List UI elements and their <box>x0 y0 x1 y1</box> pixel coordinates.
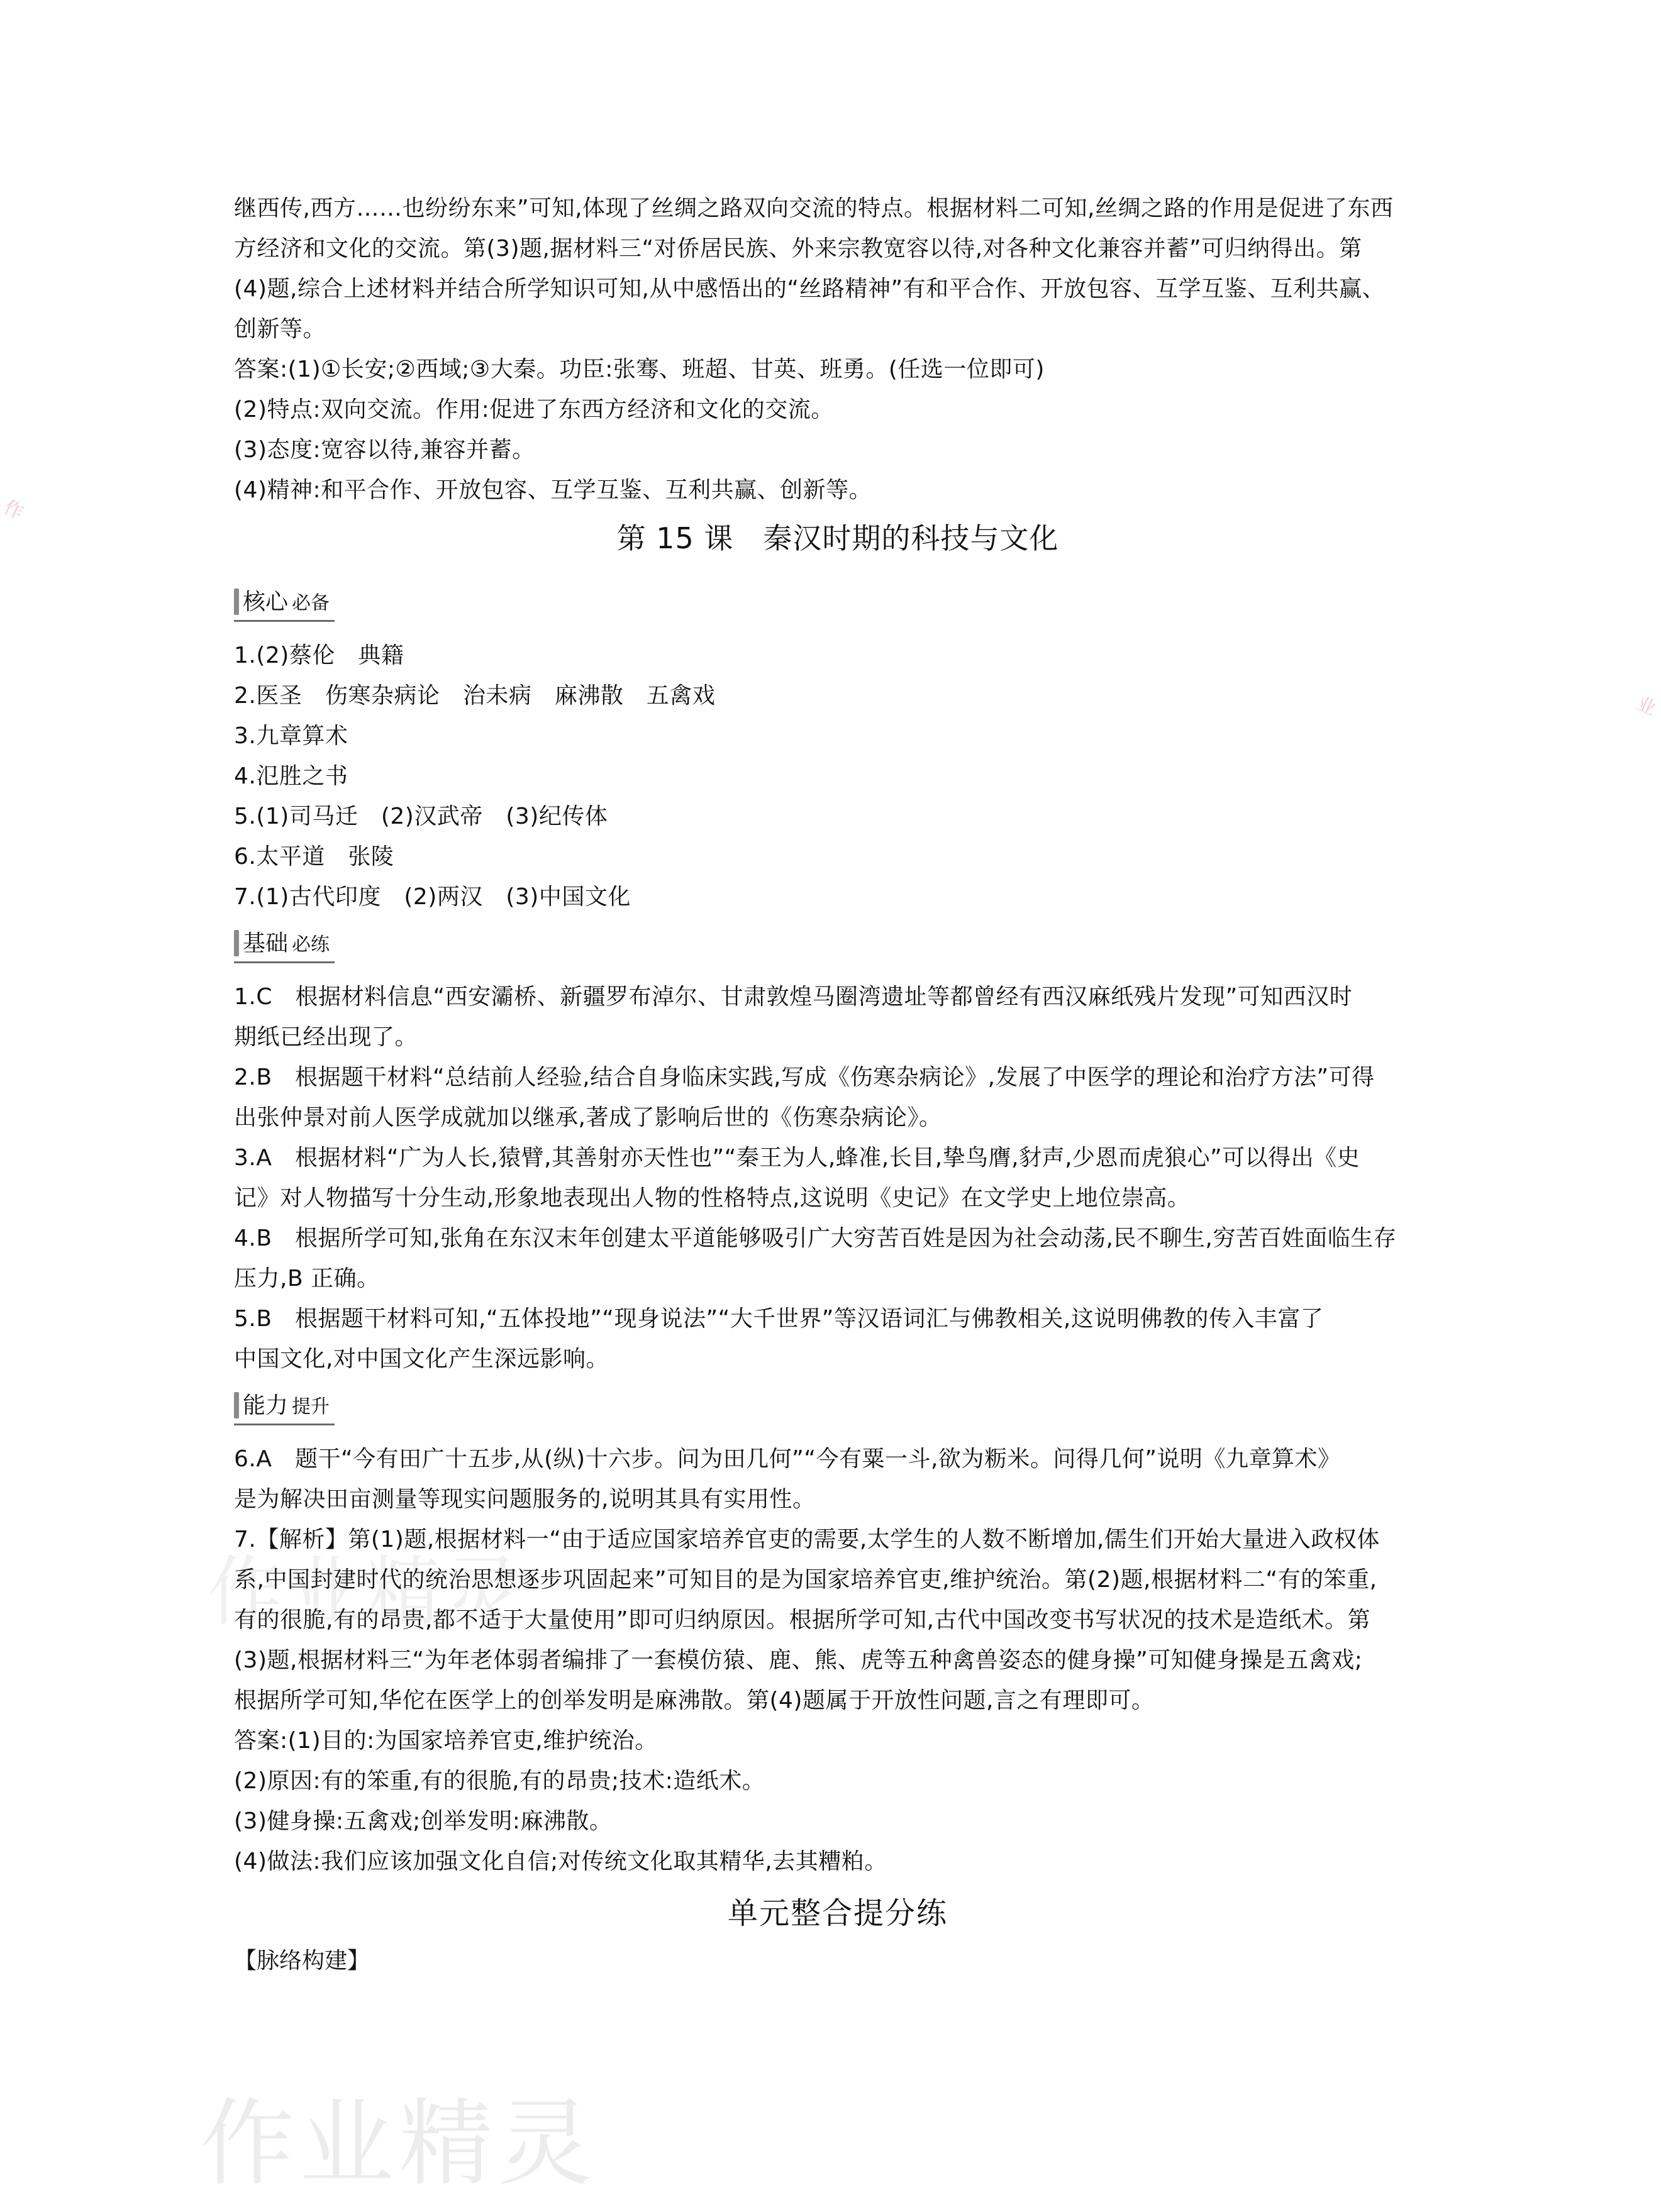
answer-line: 6.太平道 张陵 <box>234 844 394 870</box>
answer-line: 6.A 题干“今有田广十五步,从(纵)十六步。问为田几何”“今有粟一斗,欲为粝米。问得几何”说明《九章算术》 <box>234 1446 1341 1472</box>
answer-line: 是为解决田亩测量等现实问题服务的,说明其具有实用性。 <box>234 1486 816 1512</box>
answer-line: 期纸已经出现了。 <box>234 1024 418 1050</box>
unit-title: 单元整合提分练 <box>727 1896 948 1931</box>
answer-line: 出张仲景对前人医学成就加以继承,著成了影响后世的《伤寒杂病论》。 <box>234 1105 942 1131</box>
answer-line: (4)做法:我们应该加强文化自信;对传统文化取其精华,去其糟粕。 <box>234 1849 887 1874</box>
answer-line: 根据所学可知,华佗在医学上的创举发明是麻沸散。第(4)题属于开放性问题,言之有理即可。 <box>234 1688 1155 1713</box>
answer-line: (3)健身操:五禽戏;创举发明:麻沸散。 <box>234 1808 613 1834</box>
text-line: 答案:(1)①长安;②西域;③大秦。功臣:张骞、班超、甘英、班勇。(任选一位即可) <box>234 357 1045 382</box>
answer-page <box>234 189 1442 1981</box>
answer-line: 4.B 根据所学可知,张角在东汉末年创建太平道能够吸引广大穷苦百姓是因为社会动荡,民不聊生,穷苦百姓面临生存 <box>234 1225 1397 1251</box>
section-heading-main: 能力 <box>243 1393 289 1418</box>
answer-line: 3.九章算术 <box>234 723 348 749</box>
heading-bar-icon <box>234 589 239 615</box>
answer-line: 2.B 根据题干材料“总结前人经验,结合自身临床实践,写成《伤寒杂病论》,发展了中医学的理论和治疗方法”可得 <box>234 1065 1375 1090</box>
watermark-bottom: 作业精灵 <box>200 2089 598 2199</box>
section-heading-ability <box>234 1388 335 1425</box>
answer-line: 7.【解析】第(1)题,根据材料一“由于适应国家培养官吏的需要,太学生的人数不断增加,儒生们开始大量进入政权体 <box>234 1527 1380 1552</box>
answer-line: 记》对人物描写十分生动,形象地表现出人物的性格特点,这说明《史记》在文学史上地位崇高。 <box>234 1185 1191 1211</box>
text-line: (2)特点:双向交流。作用:促进了东西方经济和文化的交流。 <box>234 397 834 423</box>
answer-line: 1.C 根据材料信息“西安灞桥、新疆罗布淖尔、甘肃敦煌马圈湾遗址等都曾经有西汉麻纸残片发现”可知西汉时 <box>234 984 1353 1010</box>
section-heading-main: 核心 <box>243 589 289 615</box>
watermark-middle: 作业精灵 <box>208 1549 525 1636</box>
answer-line: 压力,B 正确。 <box>234 1266 380 1291</box>
answer-line: 2.医圣 伤寒杂病论 治未病 麻沸散 五禽戏 <box>234 683 716 709</box>
heading-bar-icon <box>234 930 239 956</box>
section-heading-basic <box>234 926 335 963</box>
text-line: (3)态度:宽容以待,兼容并蓄。 <box>234 437 535 463</box>
outline-heading: 【脉络构建】 <box>234 1948 370 1974</box>
answer-line: 7.(1)古代印度 (2)两汉 (3)中国文化 <box>234 884 631 910</box>
text-line: (4)精神:和平合作、开放包容、互学互鉴、互利共赢、创新等。 <box>234 477 872 503</box>
core-section <box>234 576 1442 917</box>
section-heading-sub: 提升 <box>292 1396 330 1418</box>
answer-line: 答案:(1)目的:为国家培养官吏,维护统治。 <box>234 1728 658 1754</box>
answer-line: 4.氾胜之书 <box>234 763 348 789</box>
answer-line: 3.A 根据材料“广为人长,猿臂,其善射亦天性也”“秦王为人,蜂准,长目,挚鸟膺,豺声,少恩而虎狼心”可以得出《史 <box>234 1145 1360 1171</box>
text-line: (4)题,综合上述材料并结合所学知识可知,从中感悟出的“丝路精神”有和平合作、开放包容、互学互鉴、互利共赢、 <box>234 276 1386 302</box>
text-line: 方经济和文化的交流。第(3)题,据材料三“对侨居民族、外来宗教宽容以待,对各种文化兼容并蓄”可归纳得出。第 <box>234 236 1362 262</box>
ability-section <box>234 1380 1442 1882</box>
answer-line: 有的很脆,有的昂贵,都不适于大量使用”即可归纳原因。根据所学可知,古代中国改变书写状况的技术是造纸术。第 <box>234 1607 1370 1633</box>
answer-line: 5.B 根据题干材料可知,“五体投地”“现身说法”“大千世界”等汉语词汇与佛教相关,这说明佛教的传入丰富了 <box>234 1306 1324 1332</box>
heading-bar-icon <box>234 1392 239 1418</box>
answer-line: 1.(2)蔡伦 典籍 <box>234 643 404 668</box>
previous-answer-block <box>234 189 1442 511</box>
watermark-side-left: 作 <box>0 495 27 524</box>
lesson-title: 第 15 课 秦汉时期的科技与文化 <box>616 521 1059 555</box>
section-heading-core <box>234 585 335 622</box>
section-heading-sub: 必备 <box>292 592 330 614</box>
text-line: 创新等。 <box>234 316 326 342</box>
watermark-side-right: 业 <box>1633 692 1660 721</box>
answer-line: (3)题,根据材料三“为年老体弱者编排了一套模仿猿、鹿、熊、虎等五种禽兽姿态的健身操”可知健身操是五禽戏; <box>234 1647 1363 1673</box>
answer-line: 5.(1)司马迁 (2)汉武帝 (3)纪传体 <box>234 804 608 829</box>
answer-line: (2)原因:有的笨重,有的很脆,有的昂贵;技术:造纸术。 <box>234 1768 765 1794</box>
text-line: 继西传,西方……也纷纷东来”可知,体现了丝绸之路双向交流的特点。根据材料二可知,丝绸之路的作用是促进了东西 <box>234 196 1394 221</box>
section-heading-main: 基础 <box>243 931 289 956</box>
section-heading-sub: 必练 <box>292 934 330 956</box>
answer-line: 中国文化,对中国文化产生深远影响。 <box>234 1346 609 1372</box>
answer-line: 系,中国封建时代的统治思想逐步巩固起来”可知目的是为国家培养官吏,维护统治。第(2)题,根据材料二“有的笨重, <box>234 1567 1377 1593</box>
basic-section <box>234 917 1442 1380</box>
